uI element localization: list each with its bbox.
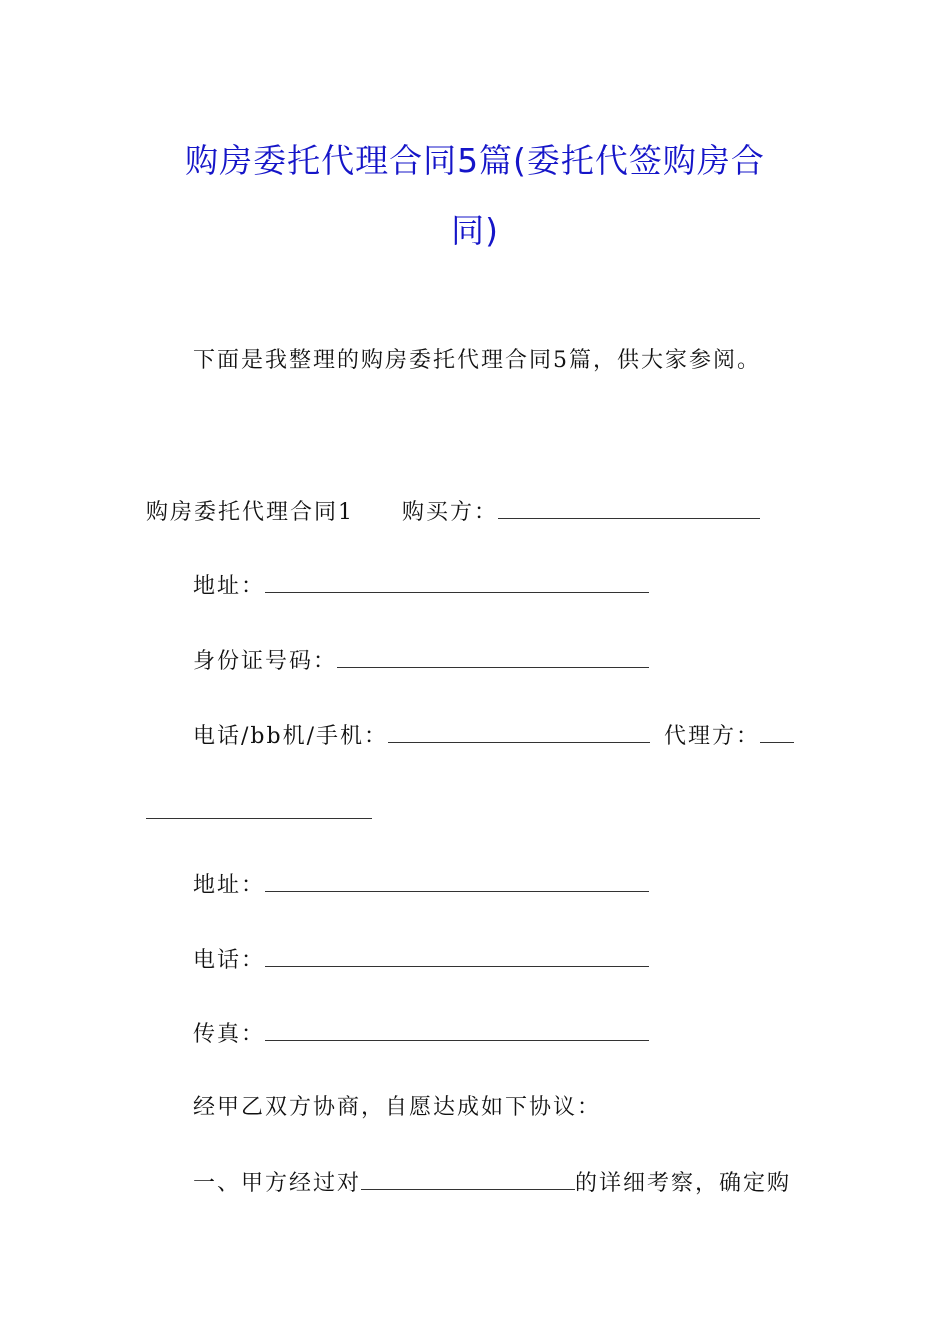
fax-blank xyxy=(265,1018,649,1041)
contract-heading: 购房委托代理合同1 xyxy=(146,500,354,525)
clause-1-suffix: 的详细考察，确定购 xyxy=(575,1171,792,1196)
buyer-blank xyxy=(498,496,760,519)
buyer-phone-blank xyxy=(388,720,650,743)
id-number-blank xyxy=(337,645,649,668)
buyer-address-blank xyxy=(265,570,649,593)
id-number-label: 身份证号码： xyxy=(193,649,338,674)
fax-row xyxy=(193,1018,649,1050)
clause-1-prefix: 一、甲方经过对 xyxy=(193,1171,362,1196)
agent-label: 代理方： xyxy=(664,724,761,749)
buyer-phone-label: 电话/bb机/手机： xyxy=(193,724,388,749)
buyer-label: 购买方： xyxy=(402,500,499,525)
agent-phone-row xyxy=(193,944,649,976)
intro-paragraph: 下面是我整理的购房委托代理合同5篇，供大家参阅。 xyxy=(193,348,761,373)
agent-phone-blank xyxy=(265,944,649,967)
id-number-row xyxy=(193,645,649,677)
agent-address-row xyxy=(193,869,649,901)
clause-1-row xyxy=(193,1167,791,1199)
buyer-row xyxy=(146,496,760,528)
document-title-line1: 购房委托代理合同5篇(委托代签购房合 xyxy=(185,141,765,180)
document-title-line2: 同) xyxy=(451,211,499,250)
agent-address-label: 地址： xyxy=(193,873,266,898)
buyer-address-row xyxy=(193,570,649,602)
agent-continuation-row xyxy=(146,796,372,828)
agent-blank-start xyxy=(760,720,794,743)
agent-blank-continued xyxy=(146,796,372,819)
fax-label: 传真： xyxy=(193,1022,266,1047)
agent-address-blank xyxy=(265,869,649,892)
buyer-address-label: 地址： xyxy=(193,574,266,599)
agreement-text: 经甲乙双方协商，自愿达成如下协议： xyxy=(193,1095,602,1120)
agent-phone-label: 电话： xyxy=(193,948,266,973)
clause-1-blank xyxy=(361,1167,575,1190)
buyer-phone-row xyxy=(193,720,794,752)
